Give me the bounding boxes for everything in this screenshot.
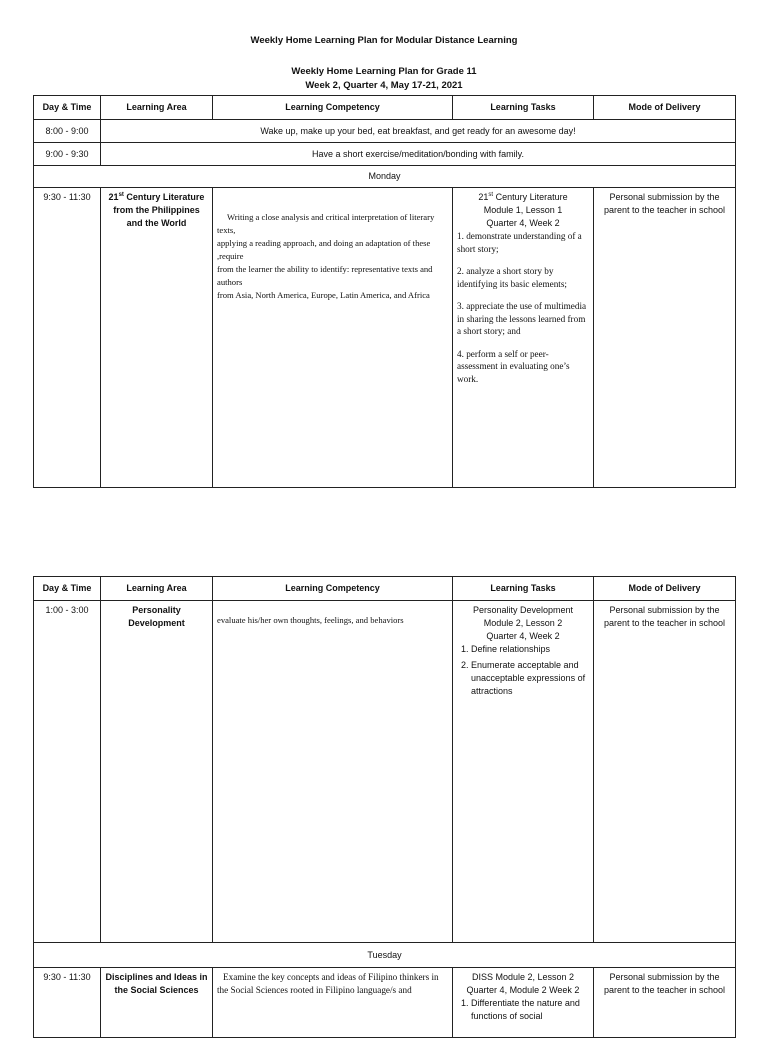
col-header-learning-area: Learning Area [101, 96, 213, 120]
table-row [34, 120, 736, 143]
competency-line: the Social Sciences rooted in Filipino language/s and [217, 985, 412, 995]
task-heading: DISS Module 2, Lesson 2 [471, 972, 575, 982]
learning-tasks-cell [453, 188, 594, 488]
col-header-mode-of-delivery: Mode of Delivery [594, 96, 736, 120]
task-item: 2. analyze a short story by identifying its basic elements; [457, 266, 567, 289]
mode-of-delivery-cell: Personal submission by the parent to the teacher in school [594, 188, 736, 488]
col-header-day-time: Day & Time [34, 577, 101, 601]
mode-of-delivery-cell: Personal submission by the parent to the teacher in school [594, 968, 736, 1038]
area-ordinal: 21 [108, 192, 119, 202]
col-header-learning-tasks: Learning Tasks [453, 577, 594, 601]
task-module: Module 2, Lesson 2 [483, 618, 563, 628]
competency-cell [213, 968, 453, 1038]
competency-line: applying a reading approach, and doing an adaptation of these ,require [217, 238, 431, 261]
col-header-learning-area: Learning Area [101, 577, 213, 601]
col-header-learning-competency: Learning Competency [213, 577, 453, 601]
task-heading: Personality Development [472, 605, 574, 615]
task-quarter: Quarter 4, Module 2 Week 2 [466, 985, 580, 995]
col-header-day-time: Day & Time [34, 96, 101, 120]
task-quarter: Quarter 4, Week 2 [486, 631, 560, 641]
table-header-row [34, 577, 736, 601]
plan-subtitle: Weekly Home Learning Plan for Grade 11 [291, 66, 477, 77]
col-header-mode-of-delivery: Mode of Delivery [594, 577, 736, 601]
time-cell: 1:00 - 3:00 [34, 601, 101, 943]
week-line: Week 2, Quarter 4, May 17-21, 2021 [305, 80, 463, 91]
competency-line: evaluate his/her own thoughts, feelings, and behaviors [217, 615, 404, 625]
col-header-learning-competency: Learning Competency [213, 96, 453, 120]
task-quarter: Quarter 4, Week 2 [486, 218, 560, 228]
table-header-row [34, 96, 736, 120]
competency-line: Examine the key concepts and ideas of Filipino thinkers in [223, 972, 439, 982]
task-module: Module 1, Lesson 1 [483, 205, 563, 215]
task-item: 1. demonstrate understanding of a short story; [457, 231, 582, 254]
learning-area-cell: Personality Development [101, 601, 213, 943]
task-item: 3. appreciate the use of multimedia in sharing the lessons learned from a short story; and [457, 301, 587, 336]
task-heading [457, 191, 589, 204]
activity-cell: Wake up, make up your bed, eat breakfast, and get ready for an awesome day! [101, 120, 736, 143]
table-row [34, 143, 736, 166]
activity-cell: Have a short exercise/meditation/bonding with family. [101, 143, 736, 166]
competency-cell [213, 601, 453, 943]
task-ordinal-suffix: st [488, 192, 494, 198]
area-ordinal-suffix: st [118, 192, 124, 198]
day-row [34, 943, 736, 968]
learning-tasks-cell [453, 968, 594, 1038]
competency-cell [213, 188, 453, 488]
competency-line: from Asia, North America, Europe, Latin America, and Africa [217, 290, 430, 300]
plan-table-1 [33, 95, 736, 488]
task-item: 1. Define relationships [471, 643, 589, 656]
table-row [34, 601, 736, 943]
table-row [34, 968, 736, 1038]
learning-area-cell [101, 188, 213, 488]
plan-table-2 [33, 576, 736, 1038]
table-row [34, 188, 736, 488]
day-label: Monday [34, 166, 736, 188]
document-title: Weekly Home Learning Plan for Modular Distance Learning [250, 35, 518, 46]
mode-of-delivery-cell: Personal submission by the parent to the teacher in school [594, 601, 736, 943]
learning-area-cell: Disciplines and Ideas in the Social Sciences [101, 968, 213, 1038]
day-row [34, 166, 736, 188]
task-item: 4. perform a self or peer-assessment in evaluating one’s work. [457, 348, 570, 384]
task-title: Century Literature [493, 192, 568, 202]
task-item: 2. Enumerate acceptable and unacceptable expressions of attractions [471, 659, 589, 698]
col-header-learning-tasks: Learning Tasks [453, 96, 594, 120]
task-item: 1. Differentiate the nature and functions of social [471, 997, 589, 1023]
competency-line: from the learner the ability to identify: representative texts and authors [217, 264, 433, 287]
time-cell: 9:30 - 11:30 [34, 968, 101, 1038]
time-cell: 9:00 - 9:30 [34, 143, 101, 166]
area-name: Century Literature from the Philippines and the World [113, 192, 205, 228]
time-cell: 8:00 - 9:00 [34, 120, 101, 143]
day-label: Tuesday [34, 943, 736, 968]
time-cell: 9:30 - 11:30 [34, 188, 101, 488]
task-ordinal: 21 [478, 192, 489, 202]
learning-tasks-cell [453, 601, 594, 943]
competency-line: Writing a close analysis and critical interpretation of literary texts, [217, 212, 435, 235]
